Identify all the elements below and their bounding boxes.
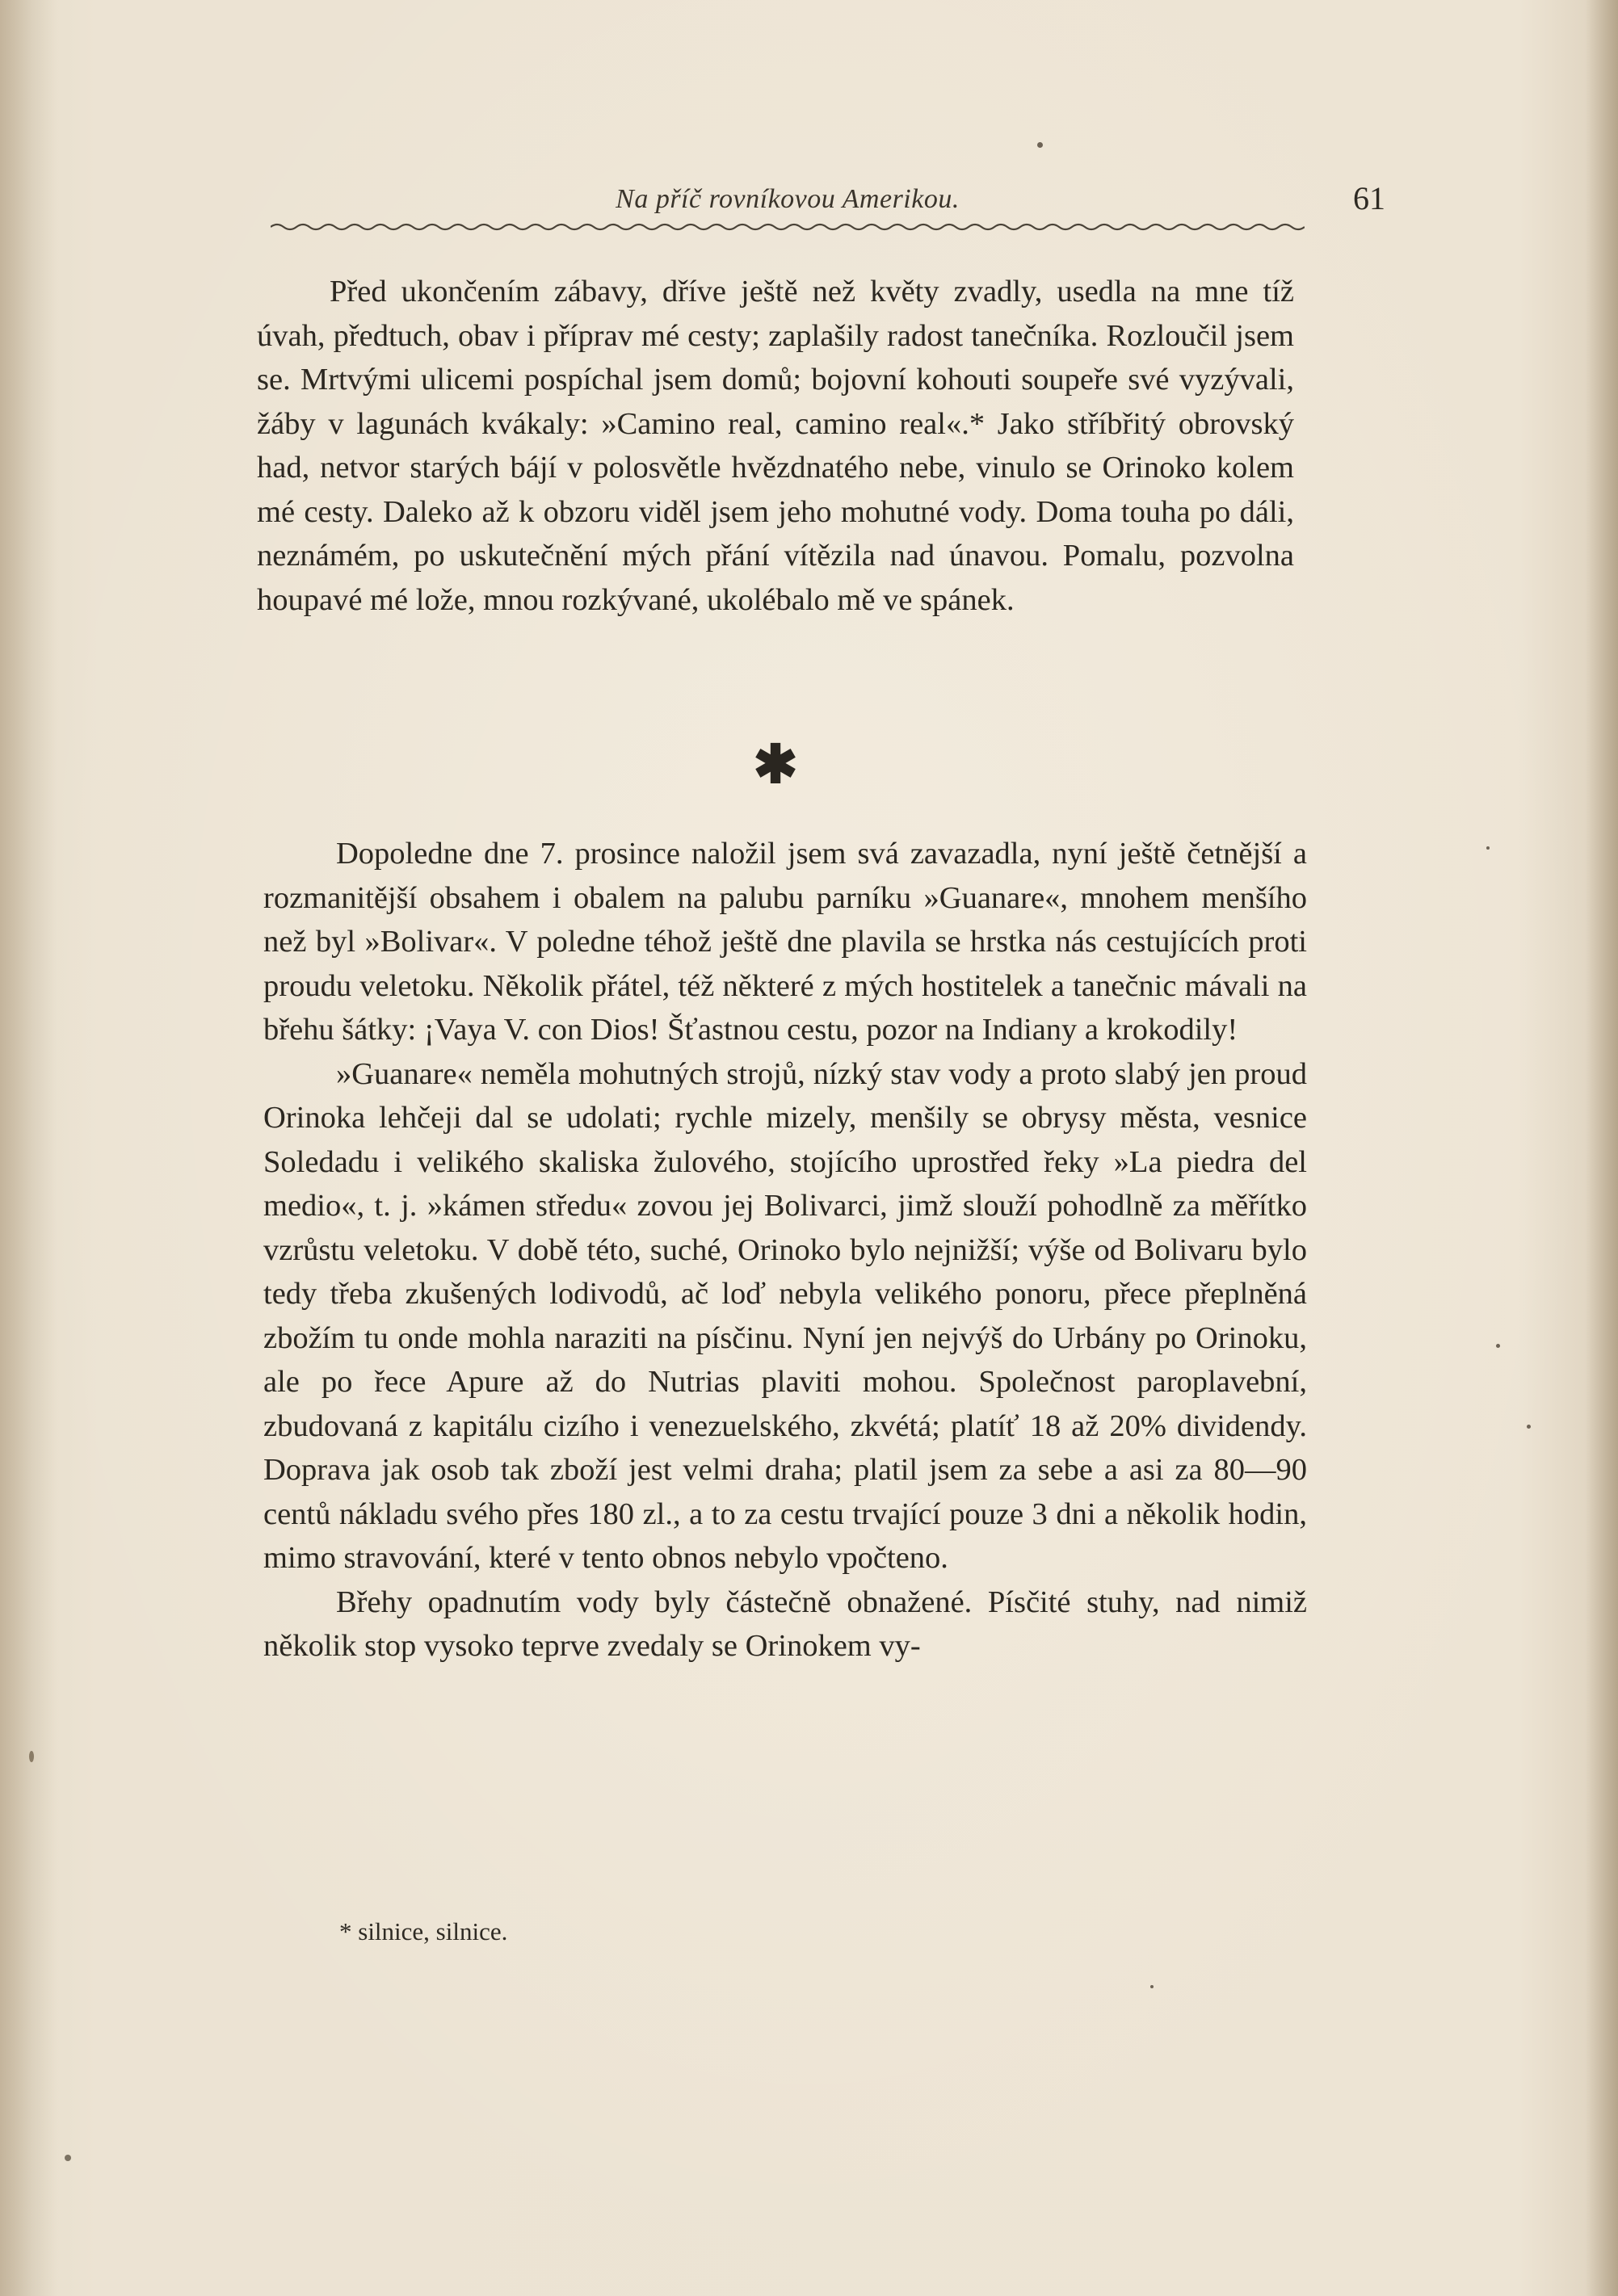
- gutter-shadow: [0, 0, 57, 2296]
- text-section-1: [257, 270, 1294, 622]
- scan-speck: [1037, 142, 1043, 148]
- scan-speck: [1486, 846, 1490, 850]
- text-section-2: [263, 832, 1307, 1668]
- running-title: Na příč rovníkovou Amerikou.: [616, 184, 960, 214]
- paragraph: Břehy opadnutím vody byly částečně obnažené. Písčité stuhy, nad nimiž několik stop vysoko teprve zvedaly se Orinokem vy-: [263, 1585, 1307, 1663]
- scan-speck: [1496, 1344, 1500, 1348]
- scan-speck: [1150, 1985, 1154, 1988]
- footnote: * silnice, silnice.: [339, 1917, 508, 1946]
- wavy-header-rule: [271, 221, 1305, 233]
- paragraph: Před ukončením zábavy, dříve ještě než květy zvadly, usedla na mne tíž úvah, předtuch, obav i příprav mé cesty; zaplašily radost tanečníka. Rozloučil jsem se. Mrtvými ulicemi pospíchal jsem domů; bojovní kohouti soupeře své vyzývali, žáby v lagunách kvákaly: »Camino real, camino real«.* Jako stříbřitý obrovský had, netvor starých bájí v polosvětle hvězdnatého nebe, vinulo se Orinoko kolem mé cesty. Daleko až k obzoru viděl jsem jeho mohutné vody. Doma touha po dáli, neznámém, po uskutečnění mých přání vítězila nad únavou. Pomalu, pozvolna houpavé mé lože, mnou rozkývané, ukolébalo mě ve spánek.: [257, 275, 1294, 617]
- scan-speck: [1527, 1425, 1531, 1429]
- paragraph: »Guanare« neměla mohutných strojů, nízký stav vody a proto slabý jen proud Orinoka lehčeji dal se udolati; rychle mizely, menšily se obrysy města, vesnice Soledadu i velikého skaliska žulového, stojícího uprostřed řeky »La piedra del medio«, t. j. »kámen středu« zovou jej Bolivarci, jimž slouží pohodlně za měřítko vzrůstu veletoku. V době této, suché, Orinoko bylo nejnižší; výše od Bolivaru bylo tedy třeba zkušených lodivodů, ač loď nebyla velikého ponoru, přece přeplněná zbožím tu onde mohla naraziti na písčinu. Nyní jen nejvýš do Urbány po Orinoku, ale po řece Apure až do Nutrias plaviti mohou. Společnost paroplavební, zbudovaná z kapitálu cizího i venezuelského, zkvétá; platíť 18 až 20% dividendy. Doprava jak osob tak zboží jest velmi draha; platil jsem za sebe a asi za 80—90 centů nákladu svého přes 180 zl., a to za cestu trvající pouze 3 dni a několik hodin, mimo stravování, které v tento obnos nebylo vpočteno.: [263, 1056, 1307, 1575]
- page-edge-shadow: [1586, 0, 1618, 2296]
- running-header: [271, 180, 1385, 233]
- section-separator-asterisk: ✱: [753, 736, 798, 795]
- scan-speck: [29, 1751, 34, 1762]
- paragraph: Dopoledne dne 7. prosince naložil jsem svá zavazadla, nyní ještě četnější a rozmanitější obsahem i obalem na palubu parníku »Guanare«, mnohem menšího než byl »Bolivar«. V poledne téhož ještě dne plavila se hrstka nás cestujících proti proudu veletoku. Několik přátel, též některé z mých hostitelek a tanečnic mávali na břehu šátky: ¡Vaya V. con Dios! Šťastnou cestu, pozor na Indiany a krokodily!: [263, 837, 1307, 1047]
- page-number: 61: [1353, 180, 1385, 216]
- scan-speck: [65, 2155, 71, 2161]
